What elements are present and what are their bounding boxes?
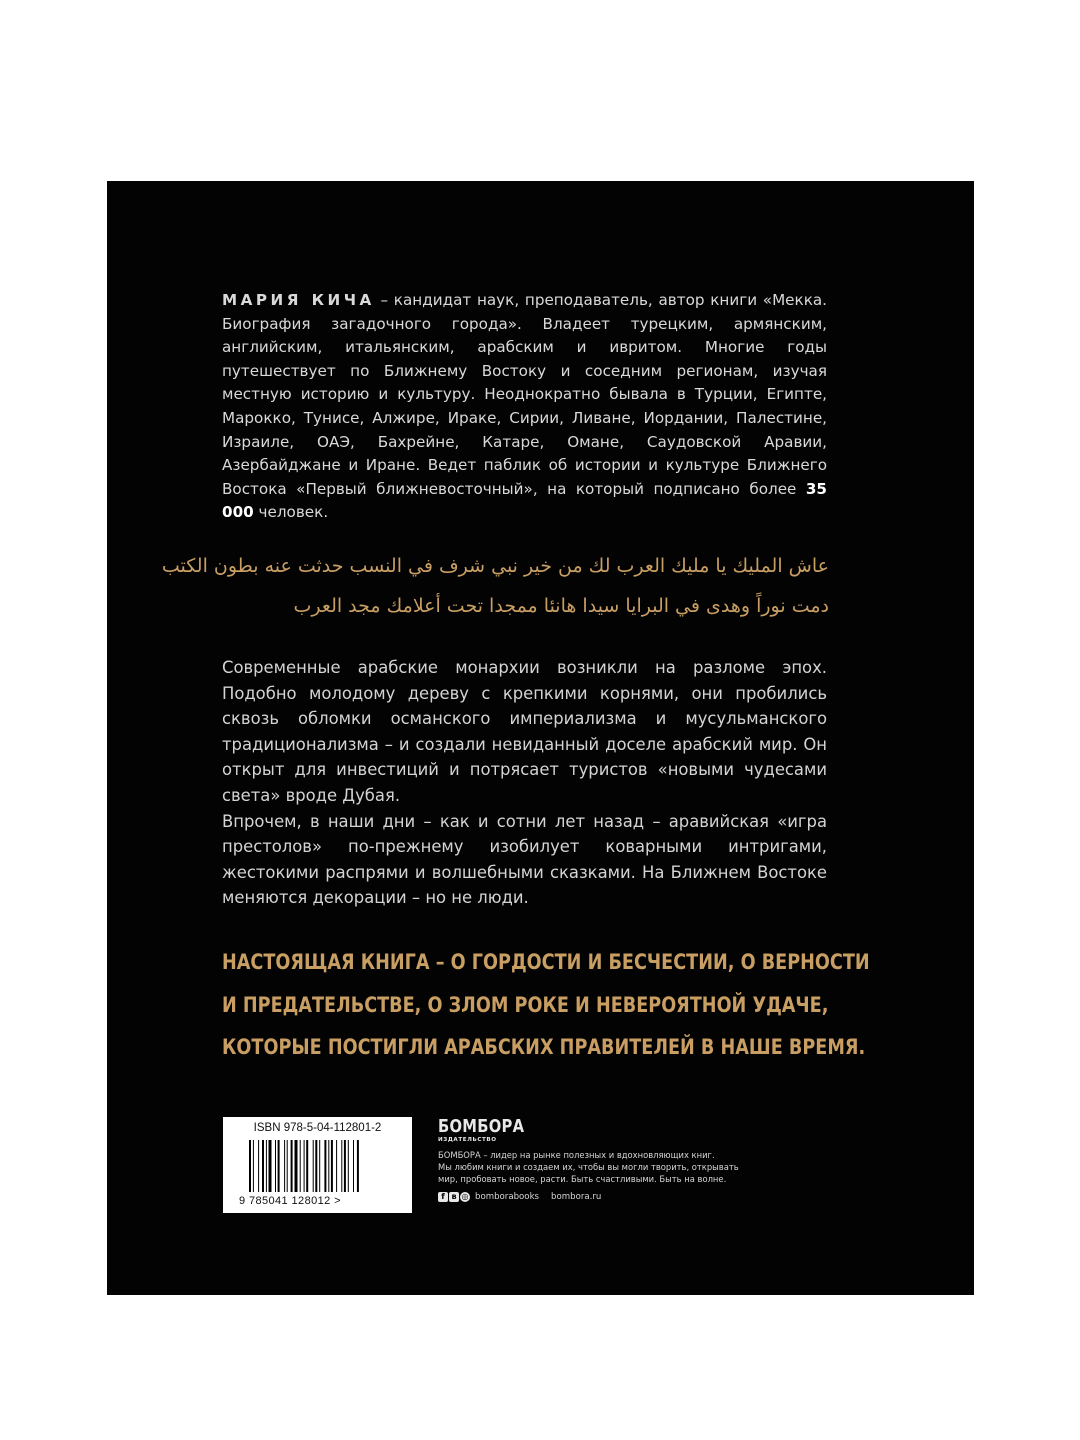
book-back-cover bbox=[107, 181, 974, 1295]
facebook-icon: f bbox=[438, 1192, 448, 1202]
description-paragraph-1: Современные арабские монархии возникли на разломе эпох. Подобно молодому дереву с крепкими корнями, они пробились сквозь обломки османского империализма и мусульманского традиционализма – и создали невиданный доселе арабский мир. Он открыт для инвестиций и потрясает туристов «новыми чудесами света» вроде Дубая. bbox=[222, 658, 827, 805]
tagline-line-2: И ПРЕДАТЕЛЬСТВЕ, О ЗЛОМ РОКЕ И НЕВЕРОЯТНОЙ УДАЧЕ, bbox=[222, 992, 829, 1017]
arabic-verse-line-1: عاش المليك يا مليك العرب لك من خير نبي شرف في النسب حدثت عنه بطون الكتب bbox=[161, 555, 829, 577]
subscriber-count: 35 000 bbox=[222, 479, 827, 522]
publisher-website[interactable]: bombora.ru bbox=[551, 1191, 602, 1202]
publisher-text-line-3: мир, пробовать новое, расти. Быть счастливыми. Быть на волне. bbox=[438, 1174, 727, 1185]
vk-icon: в bbox=[449, 1192, 459, 1202]
tagline bbox=[222, 941, 870, 1069]
publisher-block bbox=[438, 1117, 778, 1202]
arabic-verse bbox=[161, 546, 829, 626]
publisher-description bbox=[438, 1149, 778, 1186]
author-name: МАРИЯ КИЧА bbox=[222, 291, 375, 309]
publisher-logo-sub: ИЗДАТЕЛЬСТВО bbox=[438, 1137, 497, 1143]
tagline-line-1: НАСТОЯЩАЯ КНИГА – О ГОРДОСТИ И БЕСЧЕСТИИ, О ВЕРНОСТИ bbox=[222, 950, 870, 974]
publisher-social bbox=[438, 1192, 778, 1202]
isbn-label: ISBN 978-5-04-112801-2 bbox=[253, 1122, 382, 1134]
instagram-icon: ◎ bbox=[461, 1191, 469, 1201]
barcode-bars bbox=[249, 1140, 387, 1192]
arabic-verse-line-2: دمت نوراً وهدى في البرايا سيدا هانئا ممجدا تحت أعلامك مجد العرب bbox=[293, 595, 829, 617]
publisher-text-line-2: Мы любим книги и создаем их, чтобы вы могли творить, открывать bbox=[438, 1162, 739, 1173]
description-paragraph-2: Впрочем, в наши дни – как и сотни лет назад – аравийская «игра престолов» по-прежнему изобилует коварными интригами, жестокими распрями и волшебными сказками. На Ближнем Востоке меняются декорации – но не люди. bbox=[222, 811, 827, 908]
author-bio bbox=[222, 289, 827, 525]
book-description bbox=[222, 655, 827, 911]
publisher-logo: БОМБОРА bbox=[438, 1116, 525, 1137]
social-handle: bomborabooks bbox=[475, 1191, 540, 1202]
barcode-box bbox=[223, 1117, 412, 1213]
barcode-digits: 9 785041 128012 > bbox=[239, 1195, 341, 1207]
bio-text: – кандидат наук, преподаватель, автор книги «Мекка. Биография загадочного города». Владеет турецким, армянским, английским, итальянским, арабским и ивритом. Многие годы путешествует по Ближнему Востоку и соседним регионам, изучая местную историю и культуру. Неоднократно бывала в Турции, Египте, Марокко, Тунисе, Алжире, Ираке, Сирии, Ливане, Иордании, Палестине, Израиле, ОАЭ, Бахрейне, Катаре, Омане, Саудовской Аравии, Азербайджане и Иране. Ведет паблик об истории и культуре Ближнего Востока «Первый ближневосточный», на который подписано более bbox=[222, 291, 828, 498]
tagline-line-3: КОТОРЫЕ ПОСТИГЛИ АРАБСКИХ ПРАВИТЕЛЕЙ В НАШЕ ВРЕМЯ. bbox=[222, 1035, 866, 1059]
publisher-text-line-1: БОМБОРА – лидер на рынке полезных и вдохновляющих книг. bbox=[438, 1150, 715, 1160]
bio-text-end: человек. bbox=[253, 503, 329, 522]
